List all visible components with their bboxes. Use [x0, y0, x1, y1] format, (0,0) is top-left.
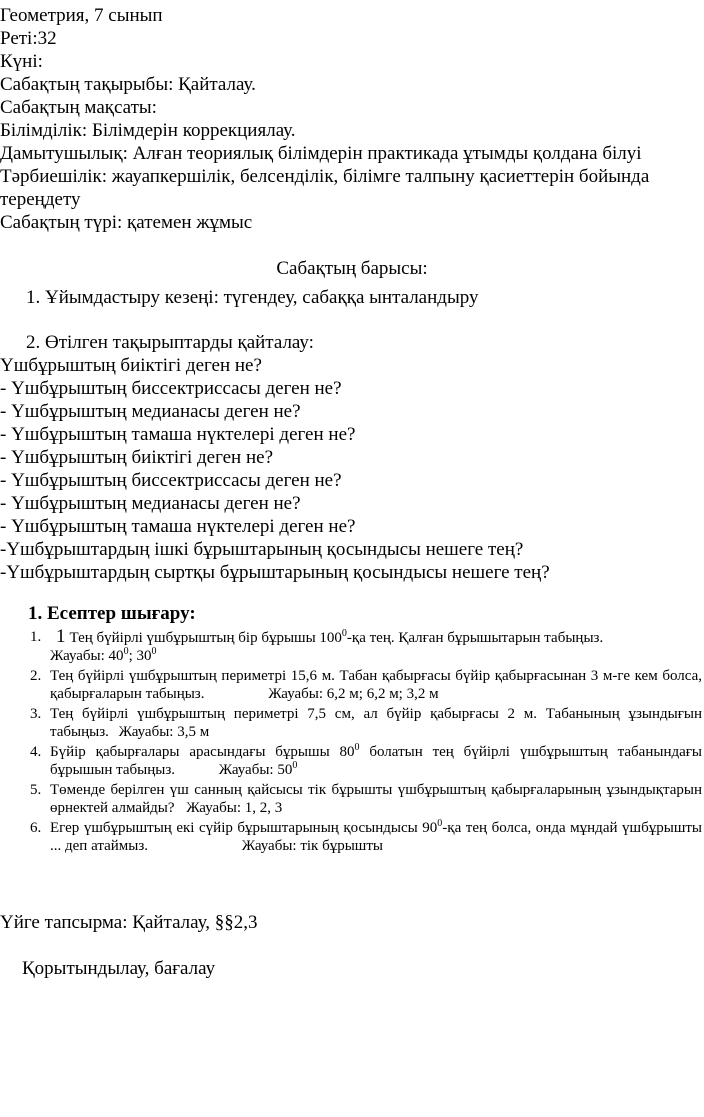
task-marker: 1 — [56, 626, 66, 647]
task-text: Тең бүйірлі үшбұрыштың периметрі 7,5 см, ал бүйір қабырғасы 2 м. Табанының ұзындығын табыңыз. — [50, 706, 702, 740]
lesson-date: Күні: — [0, 51, 43, 72]
task-answer: Жауабы: 1, 2, 3 — [186, 800, 283, 816]
task-number: 6. — [30, 820, 42, 836]
degree-sup: 0 — [354, 742, 360, 753]
degree-sup: 0 — [292, 760, 298, 771]
task-text: Егер үшбұрыштың екі сүйір бұрыштарының қосындысы 90 — [50, 820, 438, 836]
question-item: - Үшбұрыштың биіктігі деген не? — [0, 447, 274, 468]
task-text: Тең бүйірлі үшбұрыштың периметрі 15,6 м. Табан қабырғасы бүйір қабырғасынан 3 м-ге кем болса, қабырғаларын табыңыз. — [50, 668, 702, 702]
lesson-type: Сабақтың түрі: қатемен жұмыс — [0, 212, 253, 233]
question-item: - Үшбұрыштың медианасы деген не? — [0, 401, 301, 422]
task-text: болатын тең бүйірлі үшбұрыштың табанындағы бұрышын табыңыз. — [50, 744, 702, 778]
question-item: - Үшбұрыштың тамаша нүктелері деген не? — [0, 424, 356, 445]
degree-sup: 0 — [151, 646, 157, 657]
task-text: Бүйір қабырғалары арасындағы бұрышы 80 — [50, 744, 355, 760]
degree-sup: 0 — [341, 628, 347, 639]
degree-sup: 0 — [437, 818, 443, 829]
upbringing-goal: Тәрбиешілік: жауапкершілік, белсенділік, білімге талпыну қасиеттерін бойында тереңдету — [0, 166, 650, 210]
task-answer: Жауабы: 6,2 м; 6,2 м; 3,2 м — [268, 686, 439, 702]
task-item — [30, 628, 702, 665]
question-item: - Үшбұрыштың биссектриссасы деген не? — [0, 378, 342, 399]
question-item: - Үшбұрыштың медианасы деген не? — [0, 493, 301, 514]
lesson-topic: Сабақтың тақырыбы: Қайталау. — [0, 74, 256, 95]
step-organizational: 1. Ұйымдастыру кезеңі: түгендеу, сабаққа ынталандыру — [26, 287, 479, 308]
progress-title: Сабақтың барысы: — [276, 258, 428, 279]
step-review: 2. Өтілген тақырыптарды қайталау: — [26, 332, 314, 353]
developmental-goal: Дамытушылық: Алған теориялық білімдерін практикада ұтымды қолдана білуі — [0, 143, 642, 164]
task-item — [30, 667, 702, 703]
task-list — [30, 628, 702, 857]
educational-goal: Білімділік: Білімдерін коррекциялау. — [0, 120, 296, 141]
task-number: 1. — [30, 629, 42, 645]
task-item — [30, 743, 702, 779]
lesson-number: Реті:32 — [0, 28, 57, 49]
tasks-heading: 1. Есептер шығару: — [28, 603, 196, 624]
task-number: 5. — [30, 782, 42, 798]
task-answer: Жауабы: 3,5 м — [118, 724, 210, 740]
task-item — [30, 705, 702, 741]
lesson-goal: Сабақтың мақсаты: — [0, 97, 157, 118]
task-text: Тең бүйірлі үшбұрыштың бір бұрышы 100 — [69, 630, 342, 646]
subject-line: Геометрия, 7 сынып — [0, 5, 163, 26]
homework: Үйге тапсырма: Қайталау, §§2,3 — [0, 912, 258, 933]
question-item: -Үшбұрыштардың ішкі бұрыштарының қосындысы нешеге тең? — [0, 539, 524, 560]
task-number: 4. — [30, 744, 42, 760]
task-answer: Жауабы: тік бұрышты — [241, 838, 383, 854]
question-item: - Үшбұрыштың биссектриссасы деген не? — [0, 470, 342, 491]
task-number: 2. — [30, 668, 42, 684]
task-text: Төменде берілген үш санның қайсысы тік бұрышты үшбұрыштың қабырғаларының ұзындықтарын өрнектей алмайды? — [50, 782, 702, 816]
task-answer: Жауабы: 40 — [50, 648, 124, 664]
question-list — [0, 354, 700, 584]
task-text: -қа тең болса, онда мұндай үшбұрышты ... деп атаймыз. — [50, 820, 702, 854]
task-answer: Жауабы: 50 — [218, 762, 293, 778]
question-item: -Үшбұрыштардың сыртқы бұрыштарының қосындысы нешеге тең? — [0, 562, 550, 583]
task-answer: ; 30 — [128, 648, 152, 664]
question-item: - Үшбұрыштың тамаша нүктелері деген не? — [0, 516, 356, 537]
task-text: -қа тең. Қалған бұрышытарын табыңыз. — [346, 630, 604, 646]
lesson-header — [0, 4, 700, 234]
task-number: 3. — [30, 706, 42, 722]
task-item — [30, 819, 702, 855]
degree-sup: 0 — [123, 646, 129, 657]
conclusion: Қорытындылау, бағалау — [22, 958, 216, 979]
question-item: Үшбұрыштың биіктігі деген не? — [0, 355, 262, 376]
task-item — [30, 781, 702, 817]
